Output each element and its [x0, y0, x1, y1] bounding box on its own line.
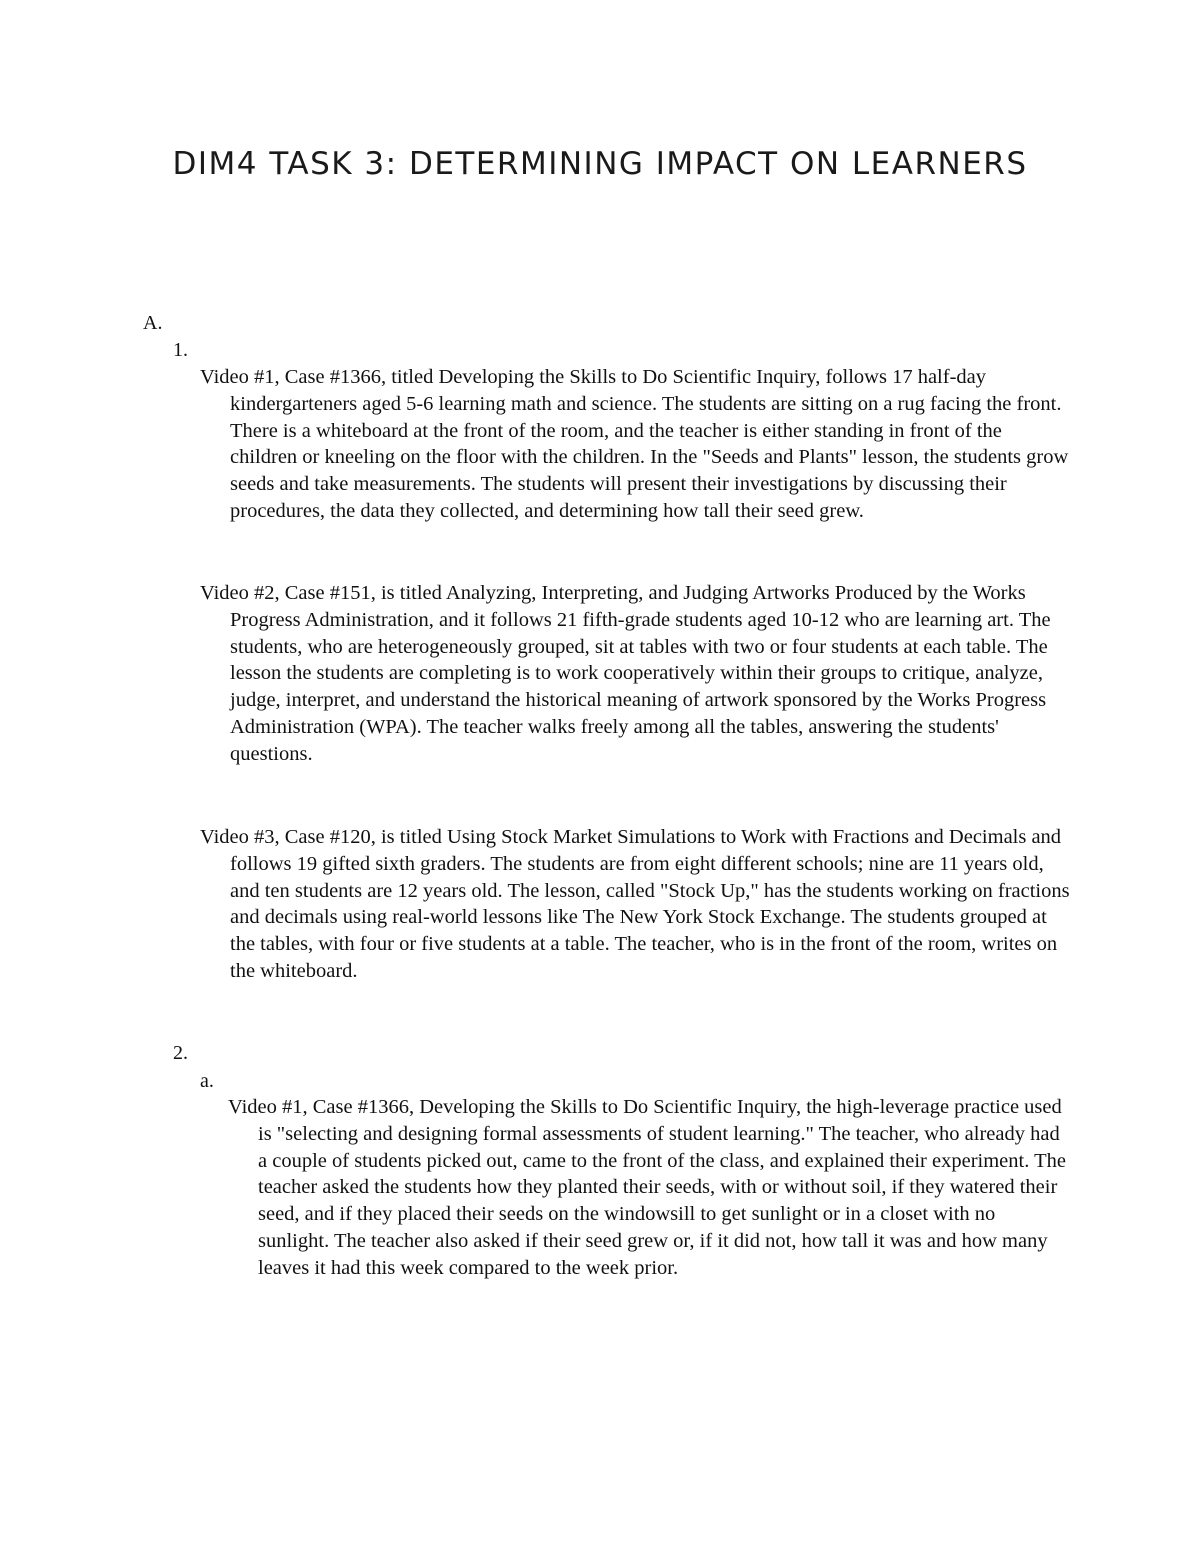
list-marker-1: 1.	[173, 339, 188, 361]
paragraph-video-1: Video #1, Case #1366, titled Developing the Skills to Do Scientific Inquiry, follows 17 half-day kindergarteners aged 5-6 learning math and science. The students are sitting on a rug facing the front. There is a whiteboard at the front of the room, and the teacher is either standing in front of the children or kneeling on the floor with the children. In the "Seeds and Plants" lesson, the students grow seeds and take measurements. The students will present their investigations by discussing their procedures, the data they collected, and determining how tall their seed grew.	[200, 366, 1069, 522]
document-title: DIM4 TASK 3: DETERMINING IMPACT ON LEARNERS	[172, 146, 1028, 182]
section-marker-a: A.	[143, 312, 163, 334]
paragraph-video-3: Video #3, Case #120, is titled Using Stock Market Simulations to Work with Fractions and Decimals and follows 19 gifted sixth graders. The students are from eight different schools; nine are 11 years old, and ten students are 12 years old. The lesson, called "Stock Up," has the students working on fractions and decimals using real-world lessons like The New York Stock Exchange. The students grouped at the tables, with four or five students at a table. The teacher, who is in the front of the room, writes on the whiteboard.	[200, 826, 1070, 982]
list-marker-2a: a.	[200, 1070, 214, 1092]
paragraph-video-2: Video #2, Case #151, is titled Analyzing, Interpreting, and Judging Artworks Produced by the Works Progress Administration, and it follows 21 fifth-grade students aged 10-12 who are learning art. The students, who are heterogeneously grouped, sit at tables with two or four students at each table. The lesson the students are completing is to work cooperatively within their groups to critique, analyze, judge, interpret, and understand the historical meaning of artwork sponsored by the Works Progress Administration (WPA). The teacher walks freely among all the tables, answering the students' questions.	[200, 582, 1051, 765]
list-marker-2: 2.	[173, 1042, 188, 1064]
paragraph-2a-video-1: Video #1, Case #1366, Developing the Skills to Do Scientific Inquiry, the high-leverage practice used is "selecting and designing formal assessments of student learning." The teacher, who already had a couple of students picked out, came to the front of the class, and explained their experiment. The teacher asked the students how they planted their seeds, with or without soil, if they watered their seed, and if they placed their seeds on the windowsill to get sunlight or in a closet with no sunlight. The teacher also asked if their seed grew or, if it did not, how tall it was and how many leaves it had this week compared to the week prior.	[228, 1096, 1066, 1279]
